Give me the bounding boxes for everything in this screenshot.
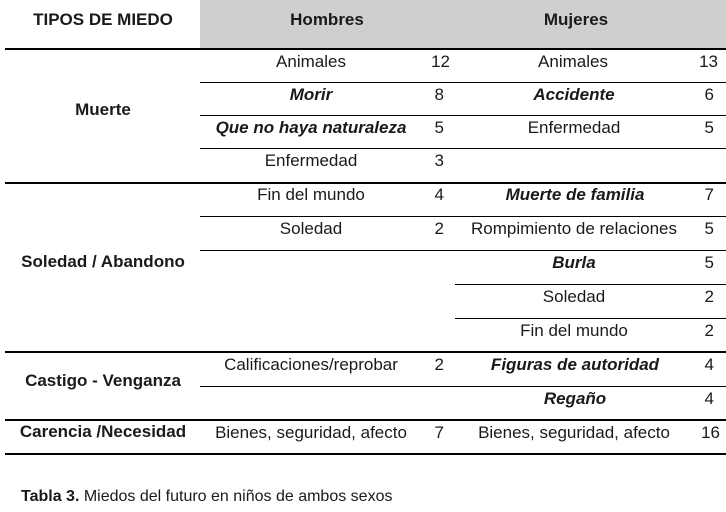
group-label-soledad-abandono: Soledad / Abandono	[21, 252, 185, 271]
female-fear-count: 5	[704, 219, 714, 238]
row-divider	[200, 148, 726, 149]
male-fear-count: 8	[434, 85, 444, 104]
female-fear-count: 4	[704, 389, 714, 408]
male-fear-count: 2	[434, 355, 444, 374]
male-fear-count: 5	[434, 118, 444, 137]
female-fear-count: 5	[704, 253, 714, 272]
male-fear-label: Que no haya naturaleza	[215, 118, 407, 137]
row-divider	[200, 386, 726, 387]
male-fear-count: 12	[431, 52, 450, 71]
female-fear-label: Rompimiento de relaciones	[471, 219, 677, 238]
group-label-muerte: Muerte	[75, 100, 131, 119]
table-bottom-border	[5, 453, 726, 455]
female-fear-count: 7	[704, 185, 714, 204]
female-fear-count: 13	[699, 52, 718, 71]
group-divider	[5, 419, 726, 421]
header-background	[200, 0, 726, 49]
female-fear-count: 4	[704, 355, 714, 374]
row-divider	[455, 284, 726, 285]
header-hombres: Hombres	[290, 10, 364, 29]
male-fear-label: Soledad	[279, 219, 343, 238]
female-fear-label: Soledad	[542, 287, 606, 306]
row-divider	[200, 216, 726, 217]
female-fear-count: 2	[704, 287, 714, 306]
female-fear-count: 2	[704, 321, 714, 340]
male-fear-label: Animales	[276, 52, 346, 71]
group-divider	[5, 182, 726, 184]
female-fear-label: Fin del mundo	[520, 321, 628, 340]
male-fear-count: 3	[434, 151, 444, 170]
male-fear-label: Fin del mundo	[257, 185, 365, 204]
table-caption	[21, 487, 392, 507]
female-fear-count: 6	[704, 85, 714, 104]
female-fear-label: Figuras de autoridad	[490, 355, 660, 374]
row-divider	[455, 318, 726, 319]
caption-text: Miedos del futuro en niños de ambos sexos	[79, 488, 393, 505]
header-tipos-de-miedo: TIPOS DE MIEDO	[33, 10, 173, 29]
group-divider	[5, 351, 726, 353]
row-divider	[200, 82, 726, 83]
group-label-carencia-necesidad: Carencia /Necesidad	[19, 422, 187, 441]
male-fear-label: Calificaciones/reprobar	[224, 355, 398, 374]
female-fear-count: 16	[701, 423, 720, 442]
female-fear-label: Accidente	[533, 85, 615, 104]
male-fear-count: 2	[434, 219, 444, 238]
header-mujeres: Mujeres	[543, 10, 609, 29]
header-divider	[5, 48, 726, 50]
female-fear-label: Animales	[538, 52, 608, 71]
caption-label: Tabla 3.	[21, 488, 80, 505]
female-fear-label: Bienes, seguridad, afecto	[478, 423, 670, 442]
male-fear-label: Bienes, seguridad, afecto	[215, 423, 407, 442]
female-fear-label: Muerte de familia	[505, 185, 645, 204]
row-divider	[200, 250, 726, 251]
female-fear-count: 5	[704, 118, 714, 137]
group-label-castigo-venganza: Castigo - Venganza	[25, 371, 181, 390]
male-fear-label: Morir	[289, 85, 333, 104]
female-fear-label: Burla	[552, 253, 596, 272]
female-fear-label: Regaño	[543, 389, 607, 408]
female-fear-label: Enfermedad	[527, 118, 621, 137]
male-fear-count: 4	[434, 185, 444, 204]
male-fear-label: Enfermedad	[264, 151, 358, 170]
row-divider	[200, 115, 726, 116]
male-fear-count: 7	[434, 423, 444, 442]
